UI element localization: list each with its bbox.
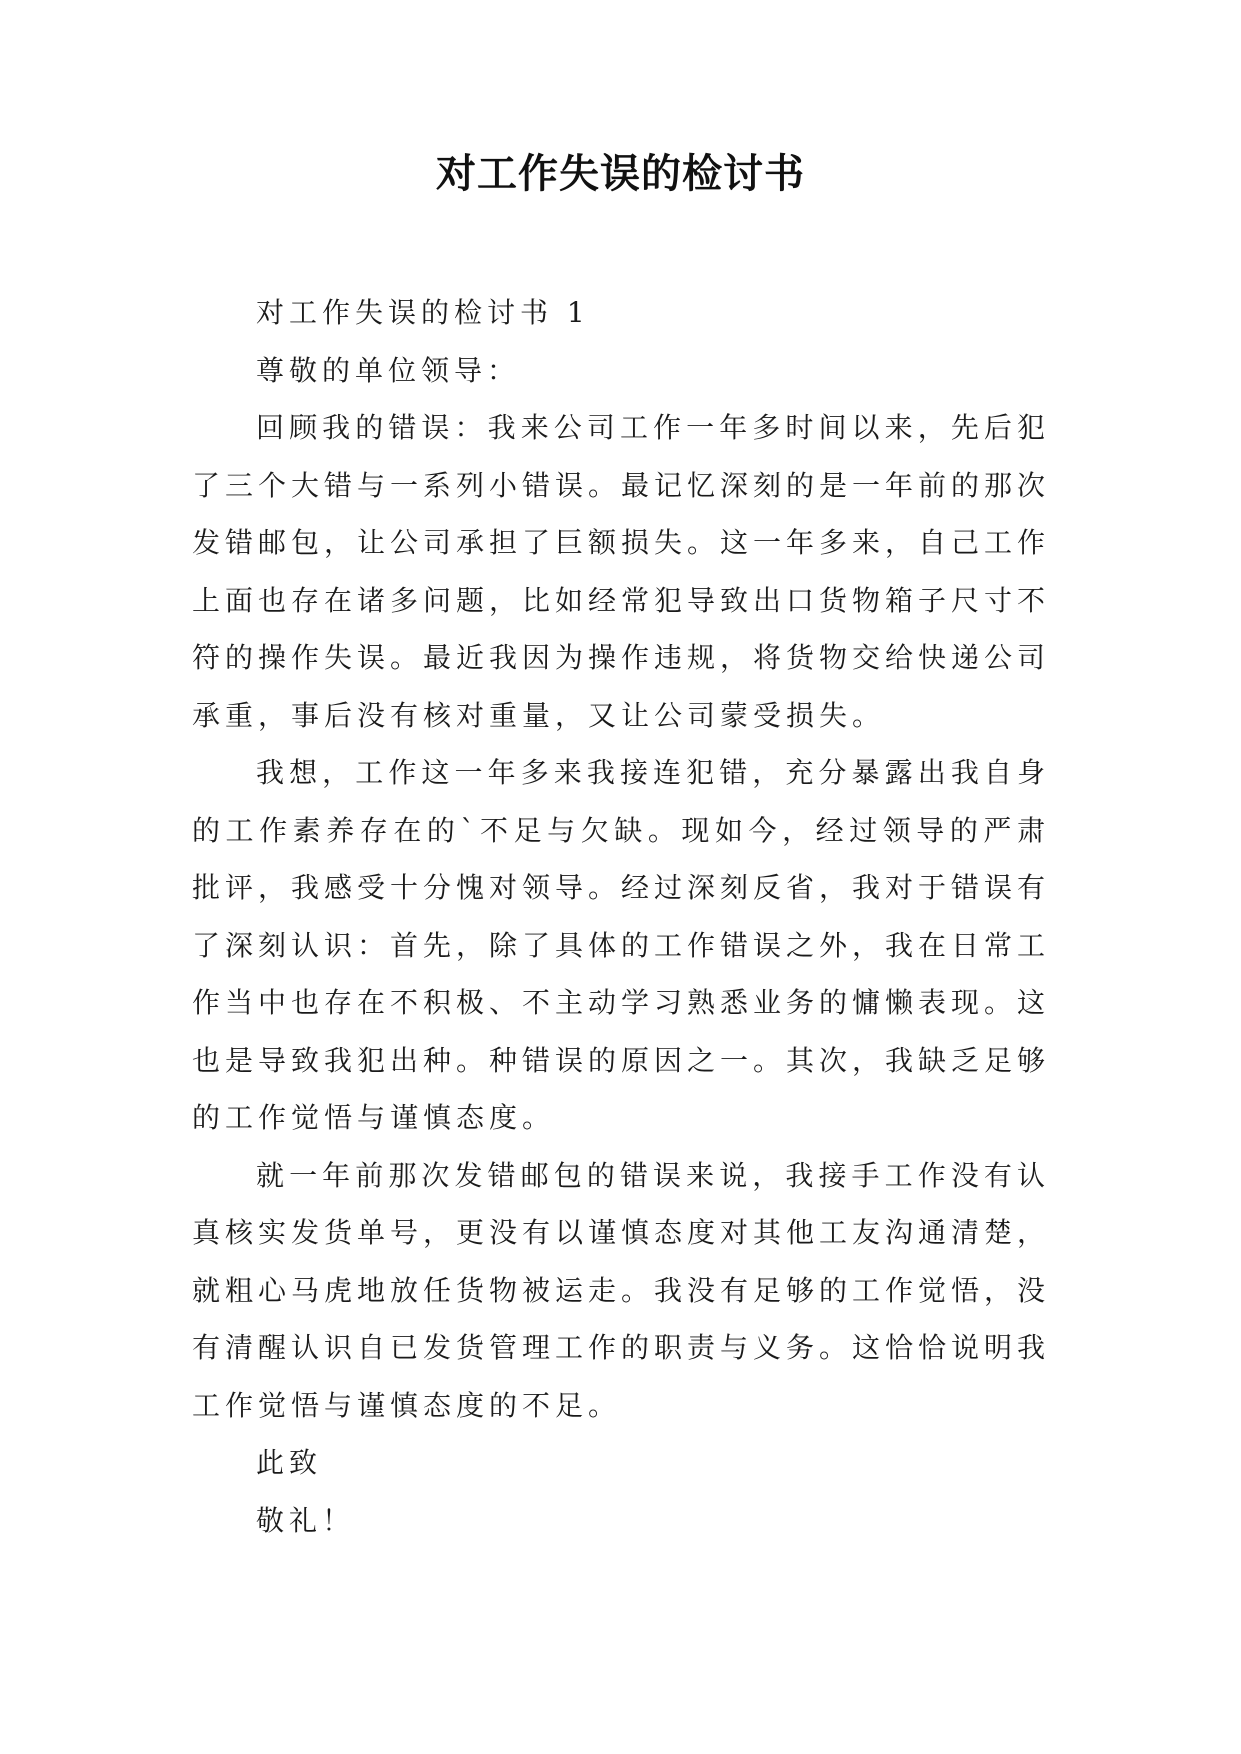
closing-greeting: 敬礼！ bbox=[256, 1503, 356, 1537]
section-heading: 对工作失误的检讨书 1 bbox=[256, 296, 590, 329]
salutation: 尊敬的单位领导： bbox=[256, 353, 521, 387]
document-body bbox=[192, 284, 1050, 1549]
closing-line: 此致 bbox=[256, 1446, 323, 1479]
body-paragraph: 回顾我的错误：我来公司工作一年多时间以来，先后犯了三个大错与一系列小错误。最记忆深刻的是一年前的那次发错邮包，让公司承担了巨额损失。这一年多来，自己工作上面也存在诸多问题，比如经常犯导致出口货物箱子尺寸不符的操作失误。最近我因为操作违规，将货物交给快递公司承重，事后没有核对重量，又让公司蒙受损失。 bbox=[192, 411, 1051, 732]
body-paragraph: 我想，工作这一年多来我接连犯错，充分暴露出我自身的工作素养存在的`不足与欠缺。现如今，经过领导的严肃批评，我感受十分愧对领导。经过深刻反省，我对于错误有了深刻认识：首先，除了具体的工作错误之外，我在日常工作当中也存在不积极、不主动学习熟悉业务的慵懒表现。这也是导致我犯出种。种错误的原因之一。其次，我缺乏足够的工作觉悟与谨慎态度。 bbox=[192, 756, 1051, 1134]
body-paragraph: 就一年前那次发错邮包的错误来说，我接手工作没有认真核实发货单号，更没有以谨慎态度对其他工友沟通清楚，就粗心马虎地放任货物被运走。我没有足够的工作觉悟，没有清醒认识自已发货管理工作的职责与义务。这恰恰说明我工作觉悟与谨慎态度的不足。 bbox=[192, 1158, 1051, 1422]
document-title: 对工作失误的检讨书 bbox=[436, 150, 805, 197]
